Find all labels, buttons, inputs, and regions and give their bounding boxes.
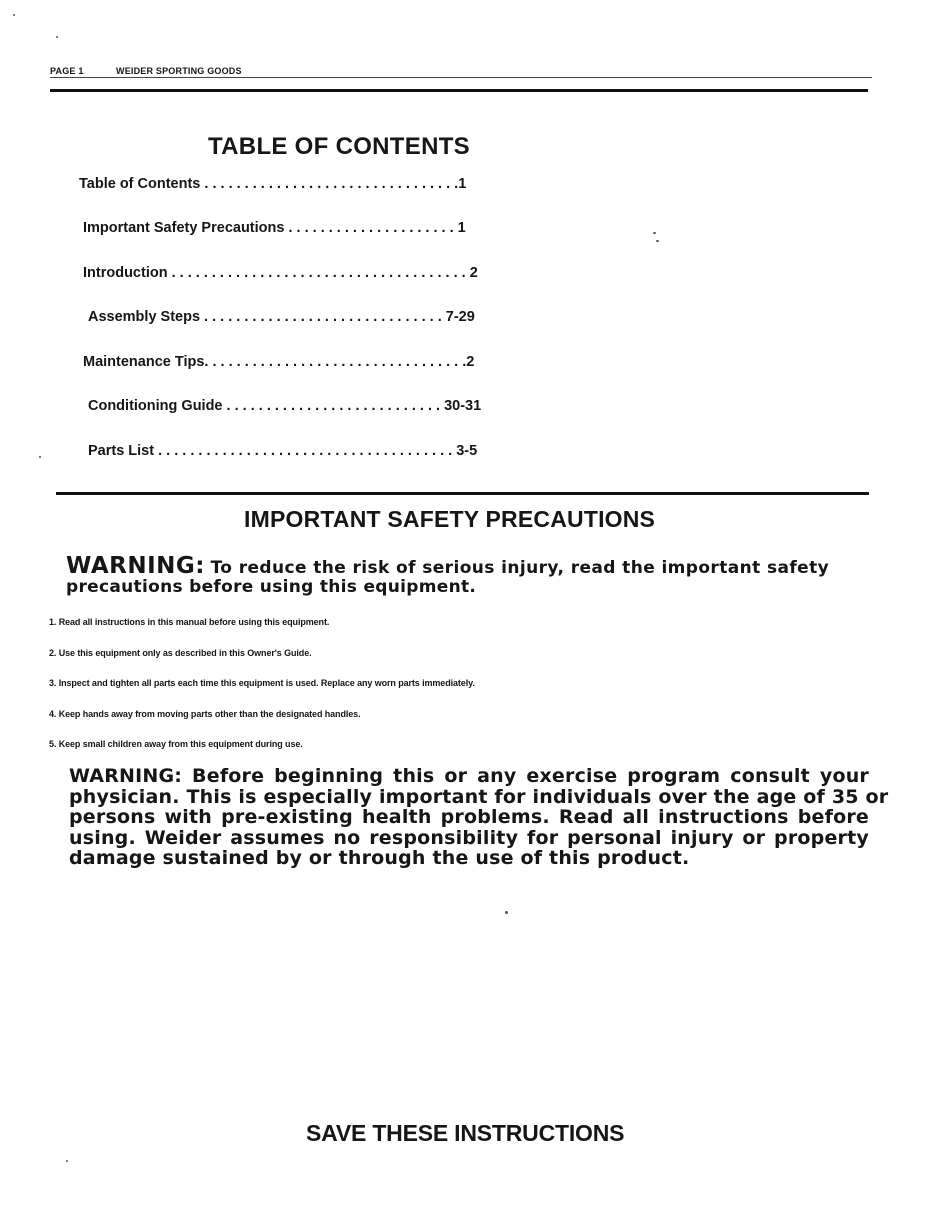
save-instructions-footer: SAVE THESE INSTRUCTIONS: [306, 1120, 625, 1146]
warning-text-line2: precautions before using this equipment.: [66, 577, 477, 597]
toc-entry-introduction: Introduction . . . . . . . . . . . . . . . . . . . . . . . . . . . . . . . . . . . . . 2: [83, 265, 478, 281]
header-thin-divider: [50, 77, 872, 78]
safety-rule-item: 4. Keep hands away from moving parts other than the designated handles.: [49, 709, 361, 719]
warning-notice-1: [66, 553, 866, 597]
scan-speck: [653, 232, 656, 234]
scan-speck: [39, 456, 41, 458]
warning2-line: persons with pre-existing health problems. Read all instructions before: [69, 806, 869, 828]
toc-entry-table-of-contents: Table of Contents . . . . . . . . . . . . . . . . . . . . . . . . . . . . . . . .1: [79, 176, 467, 192]
warning2-line: using. Weider assumes no responsibility for personal injury or property: [69, 826, 869, 849]
scan-speck: [505, 911, 508, 914]
toc-entry-parts-list: Parts List . . . . . . . . . . . . . . . . . . . . . . . . . . . . . . . . . . . . . 3-5: [88, 443, 478, 459]
toc-title: TABLE OF CONTENTS: [208, 133, 470, 160]
safety-section-title: IMPORTANT SAFETY PRECAUTIONS: [244, 506, 656, 532]
warning2-line: physician. This is especially important for individuals over the age of 35 or: [69, 785, 889, 808]
toc-entry-assembly-steps: Assembly Steps . . . . . . . . . . . . . . . . . . . . . . . . . . . . . . 7-29: [88, 309, 475, 325]
company-name: WEIDER SPORTING GOODS: [116, 66, 242, 76]
warning2-line: WARNING: Before beginning this or any exercise program consult your: [69, 765, 869, 787]
scan-speck: [56, 36, 58, 38]
page-number-label: PAGE 1: [50, 66, 84, 76]
toc-entry-safety-precautions: Important Safety Precautions . . . . . . . . . . . . . . . . . . . . . 1: [83, 220, 466, 236]
safety-rule-item: 2. Use this equipment only as described in this Owner's Guide.: [49, 648, 312, 658]
toc-entry-conditioning-guide: Conditioning Guide . . . . . . . . . . . . . . . . . . . . . . . . . . . 30-31: [88, 398, 482, 414]
warning-text-line1: To reduce the risk of serious injury, read the important safety: [210, 558, 830, 578]
warning2-line: damage sustained by or through the use of this product.: [69, 847, 690, 869]
section-divider: [56, 492, 869, 495]
scan-speck: [656, 240, 659, 242]
warning-notice-2: [69, 765, 889, 869]
safety-rule-item: 3. Inspect and tighten all parts each time this equipment is used. Replace any worn parts immediately.: [49, 678, 475, 688]
scan-speck: [66, 1160, 68, 1162]
scan-speck: [13, 14, 15, 16]
header-thick-divider: [50, 89, 868, 92]
warning-label: WARNING:: [66, 553, 205, 579]
safety-rule-item: 5. Keep small children away from this equipment during use.: [49, 739, 303, 749]
toc-entry-maintenance-tips: Maintenance Tips. . . . . . . . . . . . . . . . . . . . . . . . . . . . . . . . .2: [83, 354, 475, 370]
safety-rule-item: 1. Read all instructions in this manual before using this equipment.: [49, 617, 330, 627]
